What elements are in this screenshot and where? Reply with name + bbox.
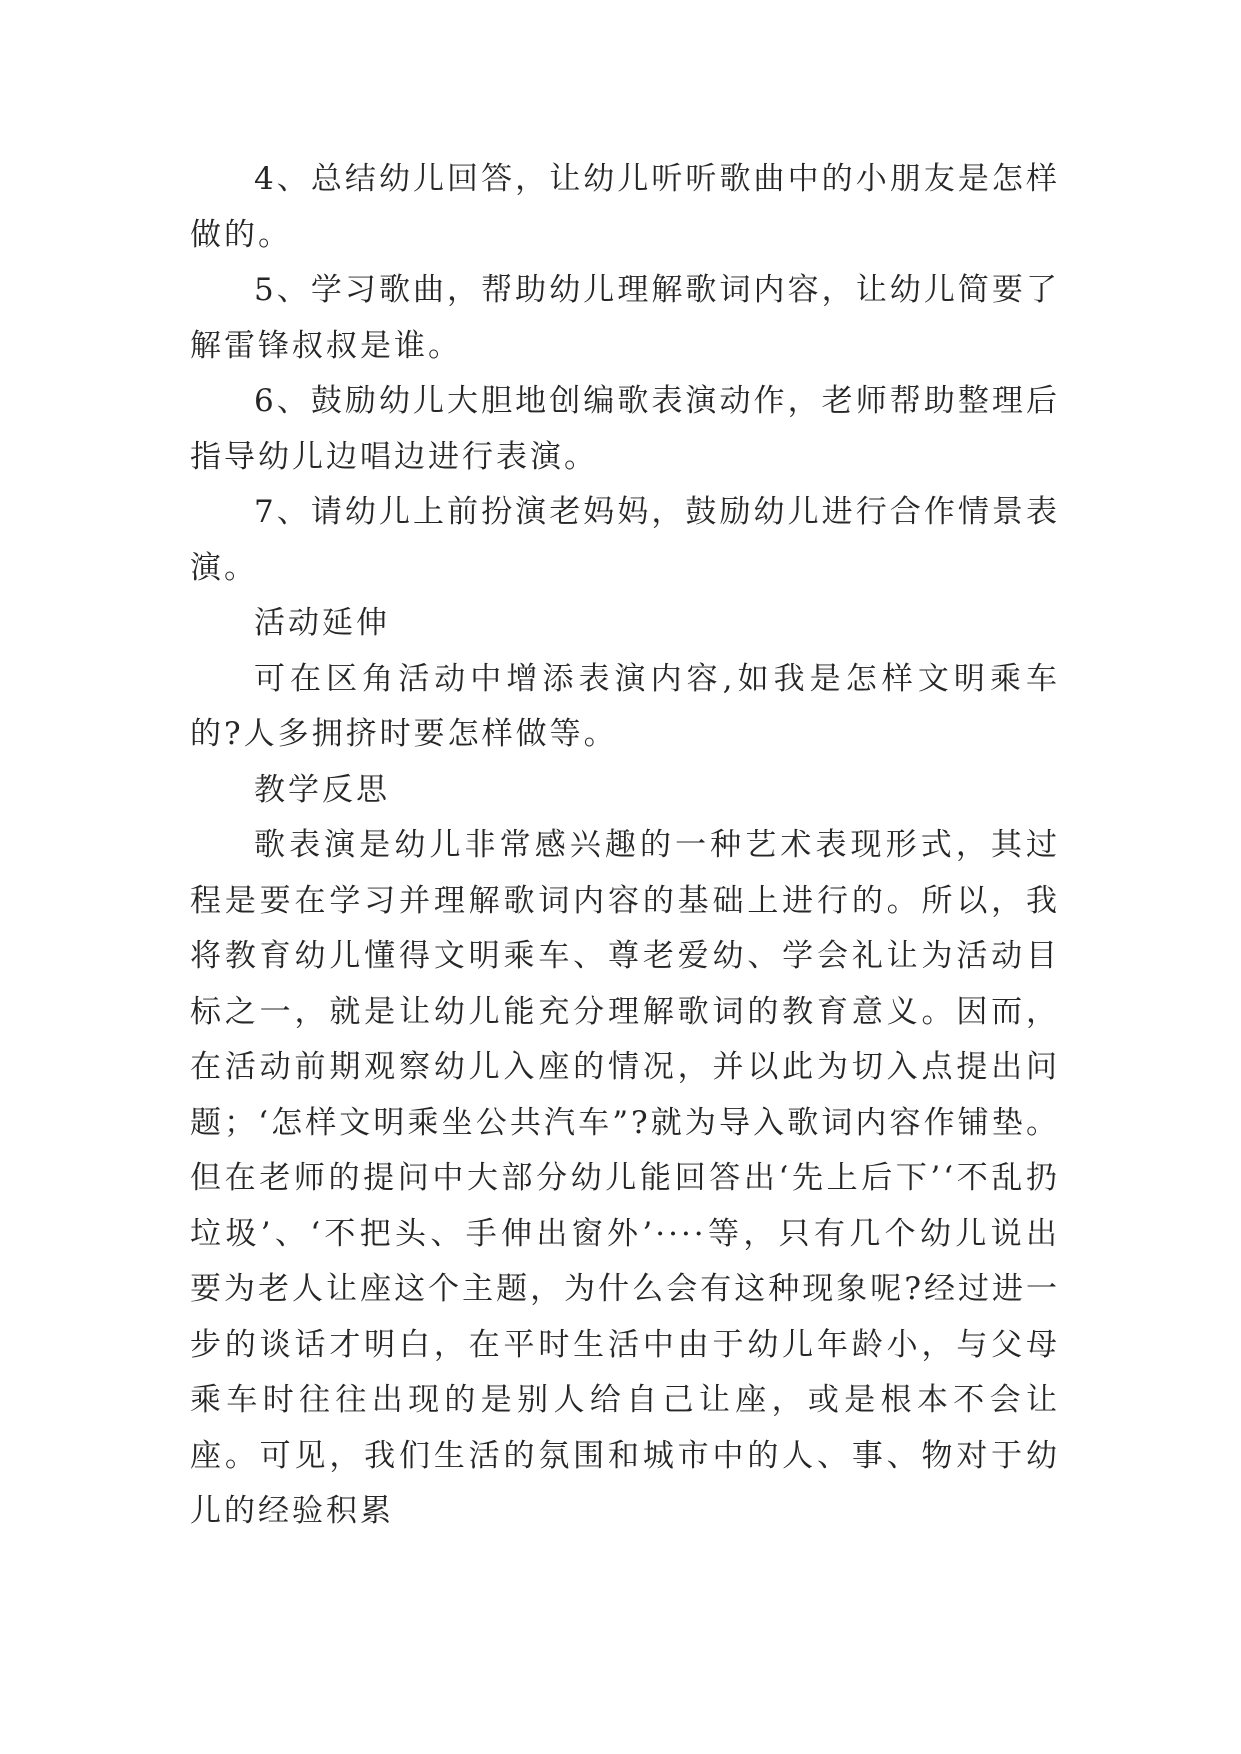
reflection-paragraph: 歌表演是幼儿非常感兴趣的一种艺术表现形式，其过程是要在学习并理解歌词内容的基础上进行的。所以，我将教育幼儿懂得文明乘车、尊老爱幼、学会礼让为活动目标之一，就是让幼儿能充分理解歌词的教育意义。因而，在活动前期观察幼儿入座的情况，并以此为切入点提出问题；‘怎样文明乘坐公共汽车”?就为导入歌词内容作铺垫。但在老师的提问中大部分幼儿能回答出‘先上后下’‘不乱扔垃圾’、‘不把头、手伸出窗外’····等，只有几个幼儿说出要为老人让座这个主题，为什么会有这种现象呢?经过进一步的谈话才明白，在平时生活中由于幼儿年龄小，与父母乘车时往往出现的是别人给自己让座，或是根本不会让座。可见，我们生活的氛围和城市中的人、事、物对于幼儿的经验积累 <box>190 827 1060 1529</box>
step-5-paragraph: 5、学习歌曲，帮助幼儿理解歌词内容，让幼儿简要了解雷锋叔叔是谁。 <box>190 272 1060 364</box>
section-heading-reflection: 教学反思 <box>254 771 390 808</box>
step-6-paragraph: 6、鼓励幼儿大胆地创编歌表演动作，老师帮助整理后指导幼儿边唱边进行表演。 <box>190 383 1060 475</box>
section-heading-extension: 活动延伸 <box>254 605 390 641</box>
document-body <box>190 152 1060 1540</box>
step-7-paragraph: 7、请幼儿上前扮演老妈妈，鼓励幼儿进行合作情景表演。 <box>190 494 1060 586</box>
extension-paragraph: 可在区角活动中增添表演内容,如我是怎样文明乘车的?人多拥挤时要怎样做等。 <box>190 660 1060 752</box>
step-4-paragraph: 4、总结幼儿回答，让幼儿听听歌曲中的小朋友是怎样做的。 <box>190 161 1060 253</box>
